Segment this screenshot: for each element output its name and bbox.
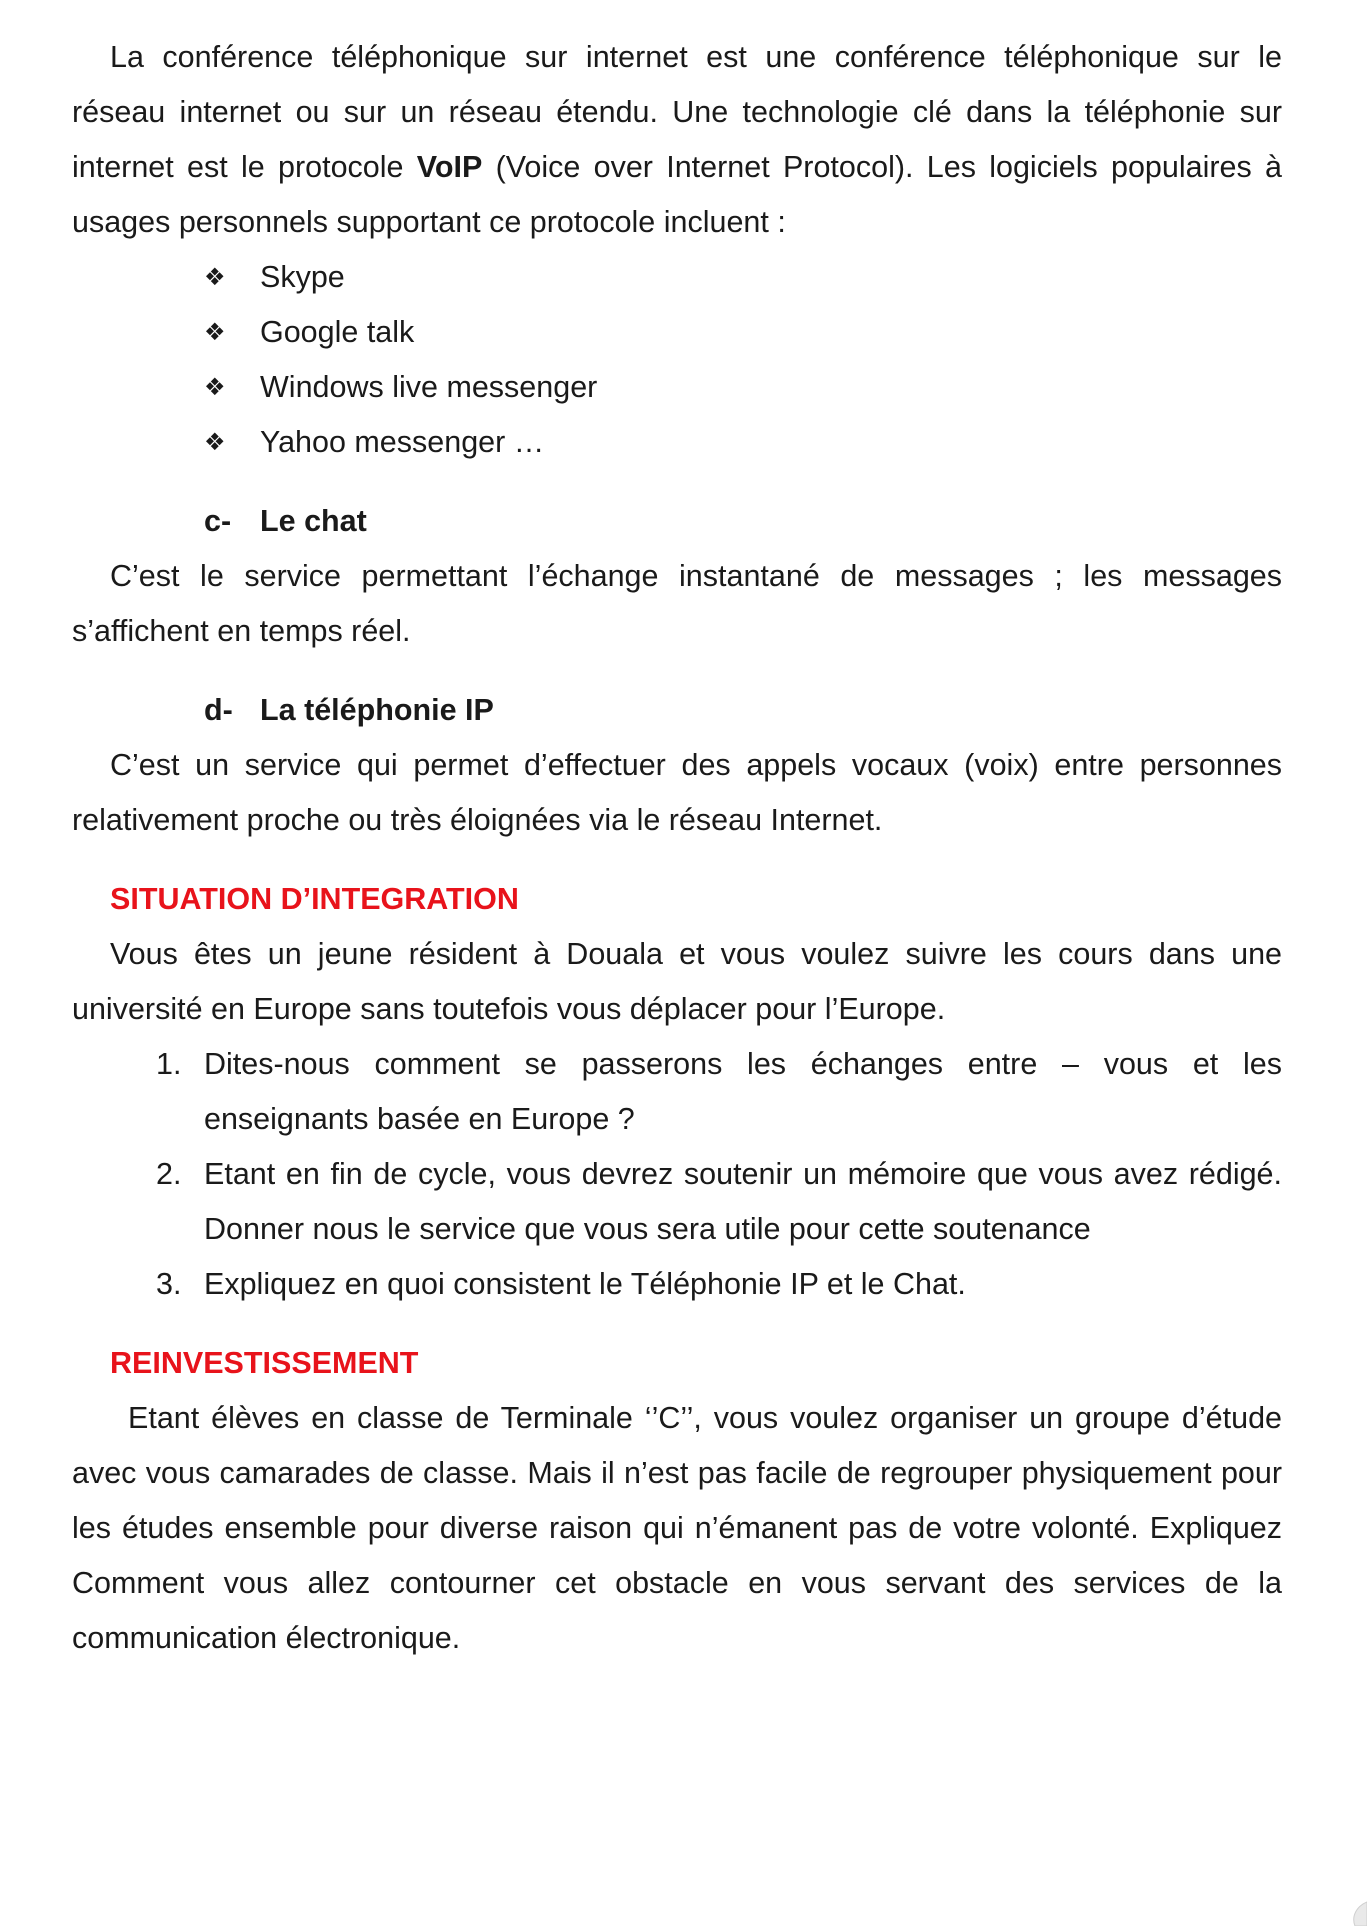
integration-title: SITUATION D’INTEGRATION [110,882,519,916]
ip-telephony-heading [72,683,1282,738]
reinvest-paragraph: Etant élèves en classe de Terminale ‘’C’’, vous voulez organiser un groupe d’étude avec vous camarades de classe. Mais il n’est pas facile de regrouper physiquement pour les études ensemble pour diverse raison qui n’émanent pas de votre volonté. Expliquez Comment vous allez contourner cet obstacle en vous servant des services de la communication électronique. [72,1401,1282,1655]
diamond-bullet-icon: ❖ [204,263,226,291]
intro-text-end: (Voice over Internet Protocol). Les logiciels populaires à usages personnels supportant ce protocole incluent : [72,150,1282,239]
list-item [204,360,1282,415]
diamond-bullet-icon: ❖ [204,428,226,456]
software-list [72,250,1282,470]
list-item [204,415,1282,470]
diamond-bullet-icon: ❖ [204,373,226,401]
integration-questions [72,1037,1282,1312]
chat-title: Le chat [260,504,367,538]
diamond-bullet-icon: ❖ [204,318,226,346]
question-text: Etant en fin de cycle, vous devrez soutenir un mémoire que vous avez rédigé. Donner nous le service que vous sera utile pour cette soutenance [204,1157,1282,1246]
voip-term: VoIP [416,150,483,184]
software-name: Skype [260,260,345,294]
intro-text-start: La conférence téléphonique sur internet est une conférence téléphonique sur le réseau internet ou sur un réseau étendu. Une technologie clé dans la téléphonie sur internet est le protocole [72,40,1282,184]
integration-paragraph: Vous êtes un jeune résident à Douala et vous voulez suivre les cours dans une université en Europe sans toutefois vous déplacer pour l’Europe. [72,937,1282,1026]
question-item [156,1257,1282,1312]
ip-telephony-letter: d- [204,693,233,727]
chat-letter: c- [204,504,232,538]
question-number: 1. [156,1047,182,1081]
question-item [156,1037,1282,1147]
question-number: 3. [156,1267,182,1301]
ip-telephony-title: La téléphonie IP [260,693,494,727]
chat-heading [72,494,1282,549]
document-page [72,30,1282,1666]
question-text: Expliquez en quoi consistent le Téléphonie IP et le Chat. [204,1267,966,1301]
ip-telephony-paragraph: C’est un service qui permet d’effectuer des appels vocaux (voix) entre personnes relativement proche ou très éloignées via le réseau Internet. [72,748,1282,837]
software-name: Yahoo messenger … [260,425,545,459]
chat-paragraph: C’est le service permettant l’échange instantané de messages ; les messages s’affichent en temps réel. [72,559,1282,648]
page-curl-icon [1307,1890,1367,1926]
question-text: Dites-nous comment se passerons les échanges entre – vous et les enseignants basée en Europe ? [204,1047,1282,1136]
reinvest-title: REINVESTISSEMENT [110,1346,419,1380]
list-item [204,305,1282,360]
software-name: Google talk [260,315,415,349]
intro-paragraph [72,30,1282,250]
question-item [156,1147,1282,1257]
software-name: Windows live messenger [260,370,598,404]
question-number: 2. [156,1157,182,1191]
list-item [204,250,1282,305]
